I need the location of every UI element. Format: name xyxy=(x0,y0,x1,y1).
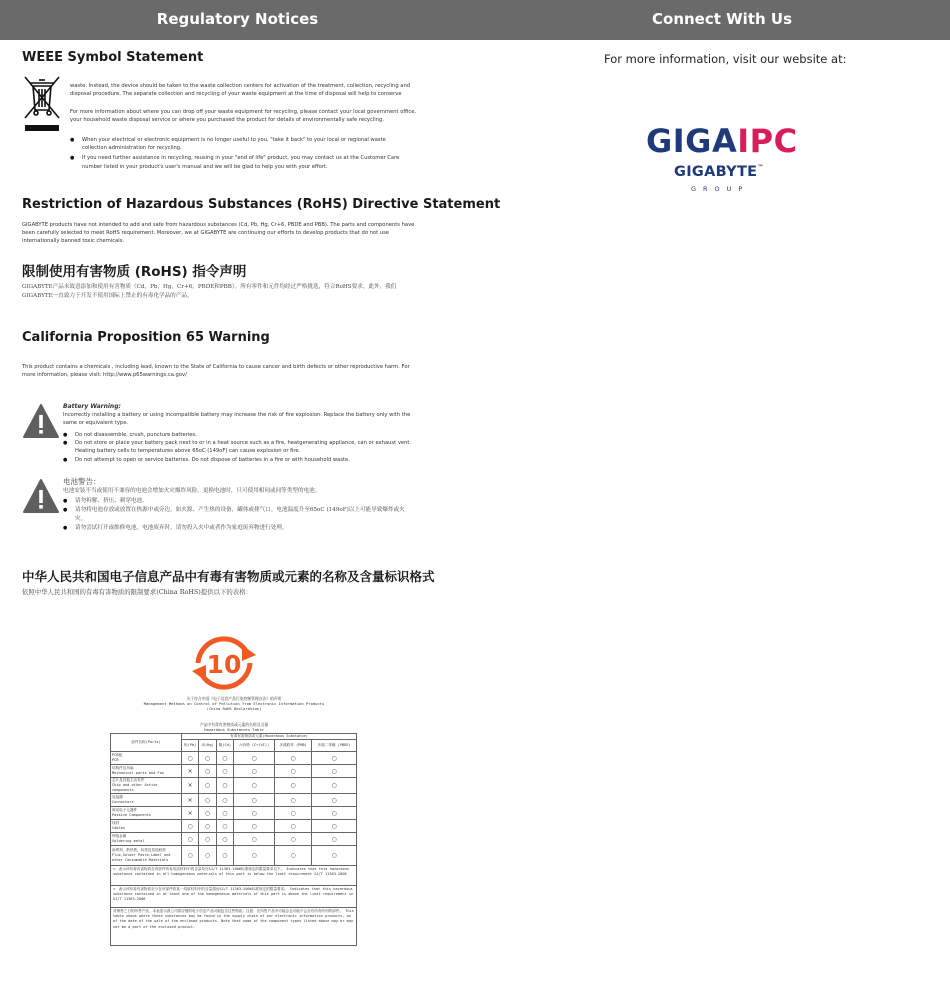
weee-heading: WEEE Symbol Statement xyxy=(22,50,204,65)
substance-column-header: 汞(Hg) xyxy=(199,740,216,752)
rohs-body: GIGABYTE products have not intended to add and safe from hazardous substances (Cd, Pb, Hg, Cr+6, PBDE and PBB). The parts and components have been carefully selected to meet RoHS requirement. Moreover, we at GIGABYTE are continuing our efforts to develop products that do not use internationally banned toxic chemicals. xyxy=(22,222,415,245)
substance-mark-cell: ○ xyxy=(275,807,312,820)
logo-giga-text: GIGA xyxy=(646,122,738,160)
part-header: 部件名称(Parts) xyxy=(111,734,182,752)
table-row xyxy=(111,765,357,778)
part-name-en: Mechanical parts and Fan xyxy=(112,771,164,775)
weee-paragraph-1: waste. Instead, the device should be taken to the waste collection centers for activation of the treatment, collection, recycling and disposal procedure. The separate collection and recycling of your waste equipment at the time of disposal will help to conserve xyxy=(70,83,411,98)
substance-mark-cell: ○ xyxy=(275,752,312,765)
substance-group-header: 有毒有害物质或元素(Hazardous Substance) xyxy=(182,734,357,740)
substance-mark-cell: ○ xyxy=(199,807,216,820)
part-name-en: Connectors xyxy=(112,800,134,804)
battery-warning-bullet: ● Do not disassemble, crush, puncture batteries. xyxy=(63,431,413,439)
warning-triangle-icon xyxy=(22,477,60,515)
substance-mark-cell: ○ xyxy=(216,778,233,794)
declaration-line: Management Methods on Control of Pollution from Electronic Information Products xyxy=(143,701,325,706)
substance-mark-cell: ○ xyxy=(275,778,312,794)
part-name-cell xyxy=(111,807,182,820)
battery-warning-list xyxy=(63,431,413,464)
epup-number: 10 xyxy=(206,650,242,679)
substance-mark-cell: × xyxy=(182,765,199,778)
part-name-cell xyxy=(111,820,182,833)
part-name-cell xyxy=(111,794,182,807)
hazard-table-title xyxy=(110,722,358,732)
rohs-cn-heading: 限制使用有害物质 (RoHS) 指令声明 xyxy=(22,264,247,280)
part-name-cn: 结构件及风扇 xyxy=(112,766,134,770)
substance-mark-cell: ○ xyxy=(216,846,233,866)
part-name-cn: 线材 xyxy=(112,821,120,825)
prop65-heading: California Proposition 65 Warning xyxy=(22,330,270,345)
table-title-en: Hazardous Substances Table xyxy=(204,727,264,732)
substance-mark-cell: ○ xyxy=(216,833,233,846)
part-name-cn: PCB板 xyxy=(112,753,123,757)
part-name-en: Chip and other Active components xyxy=(112,783,158,792)
part-name-en: Soldering metal xyxy=(112,839,145,843)
substance-mark-cell: ○ xyxy=(234,833,275,846)
battery-warning-cn-bullet: ● 请勿将电池存放或放置在热源中或旁边，如火源、产生热的设备，罐体或排气口。电池温度升至65oC (149oF)以上可能导致爆炸或火灾。 xyxy=(63,506,413,524)
substance-mark-cell: ○ xyxy=(234,765,275,778)
weee-bullet: ● When your electrical or electronic equipment is no longer useful to you, "take it back" to your local or regional waste collection administration for recycling. xyxy=(70,136,410,152)
substance-mark-cell: ○ xyxy=(182,752,199,765)
part-name-en: PCB xyxy=(112,758,119,762)
substance-mark-cell: ○ xyxy=(216,752,233,765)
substance-mark-cell: ○ xyxy=(275,765,312,778)
substance-mark-cell: ○ xyxy=(182,846,199,866)
battery-warning-cn-intro: 电池安装不当或使用不兼容的电池会增加火灾爆炸风险。更换电池时，只可使用相同或同等类型的电池。 xyxy=(63,488,321,494)
gigaipc-logo[interactable] xyxy=(646,122,798,160)
battery-warning-cn-title: 电池警告： xyxy=(63,477,101,486)
substance-column-header: 多溴二苯醚 (PBDE) xyxy=(312,740,357,752)
substance-mark-cell: ○ xyxy=(234,846,275,866)
substance-mark-cell: ○ xyxy=(199,752,216,765)
prop65-body: This product contains a chemicals , including lead, known to the State of California to cause cancer and birth defects or other reproductive harm. For more information, please visit: http://www.p65warnings.ca.gov/ xyxy=(22,364,410,379)
substance-mark-cell: ○ xyxy=(312,820,357,833)
declaration-line: (China RoHS Declaration) xyxy=(206,706,262,711)
substance-mark-cell: ○ xyxy=(234,794,275,807)
battery-warning-cn-bullet: ● 请勿拆解、挤压、刺穿电池。 xyxy=(63,497,413,506)
header-bar xyxy=(0,0,950,40)
substance-mark-cell: ○ xyxy=(182,820,199,833)
trademark-mark: ™ xyxy=(757,164,764,171)
substance-mark-cell: × xyxy=(182,778,199,794)
table-row xyxy=(111,820,357,833)
group-text: GROUP xyxy=(691,185,750,193)
battery-warning-intro: Incorrectly installing a battery or using incompatible battery may increase the risk of fire explosion. Replace the battery only with the same or equivalent type. xyxy=(63,412,411,427)
battery-warning-bullet: ● Do not attempt to open or service batteries. Do not dispose of batteries in a fire or with household waste. xyxy=(63,456,413,464)
substance-mark-cell: ○ xyxy=(216,765,233,778)
substance-column-header: 镉(Cd) xyxy=(216,740,233,752)
table-row xyxy=(111,794,357,807)
table-note-2: ×：表示该有毒有害物质至少在该部件的某一均质材料中的含量超出SJ/T 11363-2006标准规定的限量要求。 Indicates that this hazardous substance contained in at least one of the homogeneous materials of this part is above the limit requirement in SJ/T 11363-2006 xyxy=(110,886,357,908)
substance-mark-cell: ○ xyxy=(312,807,357,820)
substance-mark-cell: ○ xyxy=(275,820,312,833)
substance-mark-cell: ○ xyxy=(182,833,199,846)
gigabyte-logo[interactable] xyxy=(674,164,764,180)
substance-mark-cell: ○ xyxy=(312,794,357,807)
table-row xyxy=(111,778,357,794)
table-title-cn: 产品中有毒有害物质或元素的名称及含量 xyxy=(199,722,269,727)
substance-mark-cell: ○ xyxy=(275,794,312,807)
substance-mark-cell: ○ xyxy=(234,807,275,820)
table-row xyxy=(111,846,357,866)
epup-10-year-icon xyxy=(186,633,262,693)
website-info-text: For more information, visit our website at: xyxy=(604,52,847,66)
substance-mark-cell: ○ xyxy=(312,752,357,765)
substance-mark-cell: × xyxy=(182,794,199,807)
substance-mark-cell: × xyxy=(182,807,199,820)
substance-mark-cell: ○ xyxy=(275,846,312,866)
part-name-cell xyxy=(111,778,182,794)
part-name-en: Cables xyxy=(112,826,125,830)
substance-mark-cell: ○ xyxy=(199,833,216,846)
substance-mark-cell: ○ xyxy=(312,846,357,866)
part-name-en: Flux,Solder Paste,Label and other Consumable Materials xyxy=(112,853,171,862)
part-name-cell xyxy=(111,765,182,778)
substance-mark-cell: ○ xyxy=(234,820,275,833)
substance-mark-cell: ○ xyxy=(216,794,233,807)
gigabyte-text: GIGABYTE xyxy=(674,164,758,180)
battery-warning-title: Battery Warning: xyxy=(63,403,121,410)
battery-warning-cn-list xyxy=(63,497,413,533)
regulatory-notices-title: Regulatory Notices xyxy=(156,10,319,28)
substance-mark-cell: ○ xyxy=(312,765,357,778)
part-name-en: Passive Components xyxy=(112,813,151,817)
china-rohs-subheading: 依照中华人民共和国的有毒有害物质的限制要求(China RoHS)提供以下的表格： xyxy=(22,588,252,596)
logo-ipc-text: IPC xyxy=(737,122,798,160)
part-name-cell xyxy=(111,752,182,765)
substance-column-header: 多溴联苯 (PBB) xyxy=(275,740,312,752)
crossed-out-wheelie-bin-icon xyxy=(22,72,62,137)
substance-mark-cell: ○ xyxy=(234,752,275,765)
table-row xyxy=(111,752,357,765)
part-name-cell xyxy=(111,846,182,866)
table-row xyxy=(111,807,357,820)
substance-mark-cell: ○ xyxy=(199,820,216,833)
connect-with-us-title: Connect With Us xyxy=(652,10,792,28)
warning-triangle-icon xyxy=(22,402,60,440)
weee-paragraph-2: For more information about where you can drop off your waste equipment for recycling, please contact your local government office, your household waste disposal service or where you purchased the product for details of environmentally safe recycling. xyxy=(70,109,417,124)
battery-warning-bullet: ● Do not store or place your battery pack next to or in a heat source such as a fire, heatgenerating appliance, can or exhaust vent. Heating battery cells to temperatures above 65oC (149oF) can cause explosion or fire. xyxy=(63,439,413,455)
hazard-substances-table xyxy=(110,733,357,946)
declaration-line: 关于符合中国《电子信息产品污染控制管理办法》的声明 xyxy=(186,696,282,701)
substance-mark-cell: ○ xyxy=(199,794,216,807)
table-note-3: 对销售之日的所售产品，本表显示我公司供应链的电子信息产品可能包含这些物质。注意：在所售产品中可能会也可能不会含有所有所列的部件。 This table shows where these substances may be found in the supply chain of our electronic information products, as of the date of the sale of the enclosed products. Note that some of the component types listed above may or may not be a part of the enclosed product. xyxy=(110,908,357,946)
china-rohs-declaration xyxy=(110,696,358,711)
china-rohs-heading: 中华人民共和国电子信息产品中有毒有害物质或元素的名称及含量标识格式 xyxy=(22,569,435,584)
rohs-cn-body: GIGABYTE产品未故意添加和使用有害物质（Cd，Pb，Hg，Cr+6，PBDE和PBB）。所有零件和元件均经过严格挑选，符合RoHS要求。此外，我们GIGABYTE一直致力于开发不使用国际上禁止的有毒化学品的产品。 xyxy=(22,284,397,299)
table-row xyxy=(111,833,357,846)
rohs-heading: Restriction of Hazardous Substances (RoHS) Directive Statement xyxy=(22,197,501,212)
weee-bullet-list xyxy=(70,136,410,171)
part-name-cn: 被动电子元器件 xyxy=(112,808,138,812)
substance-column-header: 六价铬 (Cr(VI)) xyxy=(234,740,275,752)
substance-mark-cell: ○ xyxy=(199,778,216,794)
substance-mark-cell: ○ xyxy=(199,765,216,778)
part-name-cell xyxy=(111,833,182,846)
table-note-1: ○：表示该有毒有害物质在该部件所有均质材料中的含量均在SJ/T 11363-2006标准规定的限量要求以下。 Indicates that this hazardous substance contained in all homogeneous materials of this part is below the limit requirement SJ/T 11363-2006 xyxy=(110,866,357,886)
substance-mark-cell: ○ xyxy=(216,807,233,820)
substance-mark-cell: ○ xyxy=(199,846,216,866)
substance-mark-cell: ○ xyxy=(312,833,357,846)
part-name-cn: 焊接金属 xyxy=(112,834,127,838)
substance-mark-cell: ○ xyxy=(234,778,275,794)
part-name-cn: 连接器 xyxy=(112,795,123,799)
battery-warning-cn-bullet: ● 请勿尝试打开或维修电池。电池废弃时，请勿投入火中或者作为家庭废弃物进行处理。 xyxy=(63,524,413,533)
substance-mark-cell: ○ xyxy=(312,778,357,794)
substance-mark-cell: ○ xyxy=(216,820,233,833)
substance-column-header: 铅(Pb) xyxy=(182,740,199,752)
part-name-cn: 芯片及其他主动零件 xyxy=(112,778,145,782)
part-name-cn: 助焊剂，散热膏，标签及其他耗材 xyxy=(112,848,166,852)
weee-bullet: ● If you need further assistance in recycling, reusing in your "end of life" product, you may contact us at the Customer Care number listed in your product's user's manual and we will be glad to help you with your effort. xyxy=(70,154,410,170)
substance-mark-cell: ○ xyxy=(275,833,312,846)
